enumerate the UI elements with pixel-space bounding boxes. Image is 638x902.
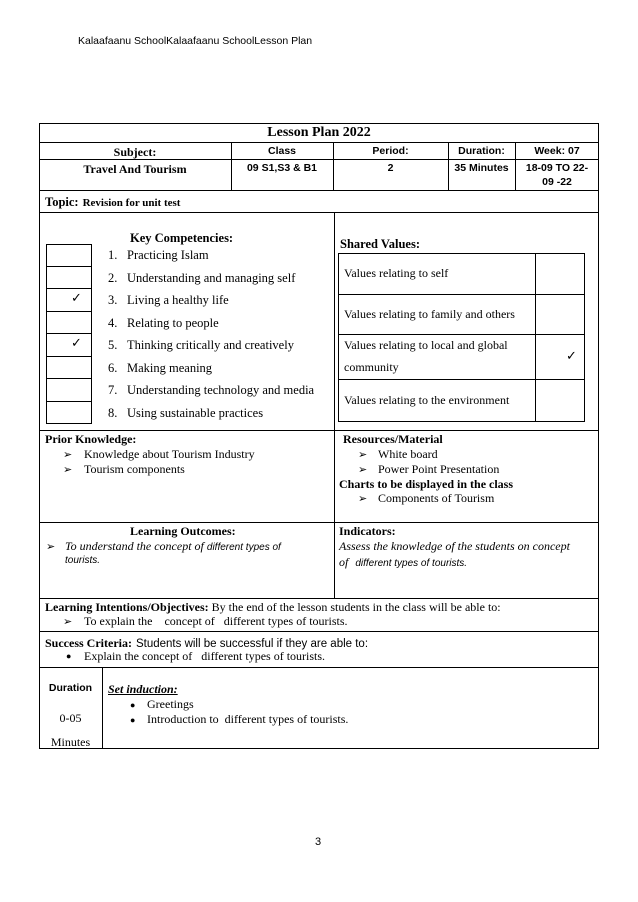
charts-heading: Charts to be displayed in the class	[339, 477, 514, 491]
shared-value-checkbox	[535, 335, 585, 380]
bullet-icon: ●	[130, 715, 136, 725]
indicators-heading: Indicators:	[339, 524, 396, 538]
competency-item: Thinking critically and creatively	[127, 338, 294, 352]
shared-value-label: Values relating to local and global	[344, 338, 508, 352]
success-text: Students will be successful if they are able to:	[135, 638, 369, 650]
intentions-line	[45, 600, 501, 615]
shared-value-checkbox	[535, 253, 585, 295]
checkmark-icon: ✓	[71, 291, 82, 306]
subject-header: Subject:	[113, 145, 157, 159]
shared-value-label: Values relating to self	[344, 266, 449, 280]
arrow-bullet-icon: ➢	[63, 464, 73, 476]
competency-checkbox	[46, 402, 92, 425]
competency-item: Living a healthy life	[127, 293, 229, 307]
learning-outcomes-heading: Learning Outcomes:	[130, 524, 236, 538]
topic-value: Revision for unit test	[82, 197, 181, 209]
duration-unit: Minutes	[50, 735, 91, 749]
competency-item: Practicing Islam	[127, 248, 209, 262]
arrow-bullet-icon: ➢	[46, 541, 56, 553]
competency-checkbox	[46, 244, 92, 267]
running-header: Kalaafaanu SchoolKalaafaanu SchoolLesson Plan	[78, 35, 313, 47]
duration-value: 0-05	[59, 711, 82, 725]
learning-outcome-text-cont: tourists.	[65, 555, 101, 566]
prior-knowledge-heading: Prior Knowledge:	[45, 432, 137, 446]
competency-checkbox	[46, 312, 92, 335]
shared-value-label: Values relating to the environment	[344, 393, 510, 407]
bullet-icon: ●	[66, 651, 72, 661]
learning-outcome-text	[65, 539, 330, 554]
week-header: Week: 07	[534, 145, 580, 157]
checkmark-icon: ✓	[71, 336, 82, 351]
page-number: 3	[315, 836, 322, 848]
competency-item: Using sustainable practices	[127, 405, 264, 420]
competency-checkbox	[46, 267, 92, 290]
competency-item: Relating to people	[127, 315, 219, 330]
shared-value-checkbox	[535, 380, 585, 422]
competency-number: 2.	[108, 270, 118, 285]
duration-header: Duration:	[458, 145, 505, 157]
week-value-line2: 09 -22	[542, 176, 572, 188]
bullet-icon: ●	[130, 700, 136, 710]
arrow-bullet-icon: ➢	[358, 493, 368, 505]
arrow-bullet-icon: ➢	[63, 449, 73, 461]
plan-title: Lesson Plan 2022	[267, 125, 371, 140]
shared-value-label-cont: community	[344, 360, 399, 374]
shared-values-heading: Shared Values:	[340, 237, 421, 251]
topic-label: Topic:	[45, 195, 79, 209]
competencies-heading: Key Competencies:	[130, 231, 234, 245]
intentions-text: By the end of the lesson students in the class will be able to:	[211, 600, 501, 614]
competency-number: 8.	[108, 405, 118, 420]
competency-checkbox	[46, 379, 92, 402]
induction-item: Introduction to different types of tourists.	[147, 712, 349, 726]
competency-number: 1.	[108, 248, 118, 262]
set-induction-heading: Set induction:	[108, 682, 178, 696]
week-value-line1: 18-09 TO 22-	[525, 162, 589, 174]
duration-label: Duration	[48, 682, 93, 694]
intentions-label: Learning Intentions/Objectives:	[45, 600, 209, 614]
class-value: 09 S1,S3 & B1	[246, 162, 318, 174]
competency-item: Understanding technology and media	[127, 383, 315, 397]
prior-knowledge-item: Tourism components	[84, 462, 185, 476]
arrow-bullet-icon: ➢	[63, 616, 73, 628]
duration-value: 35 Minutes	[454, 162, 509, 174]
indicators-part: different types of tourists.	[355, 558, 468, 569]
shared-value-label: Values relating to family and others	[344, 307, 515, 321]
competency-number: 6.	[108, 360, 118, 375]
shared-value-checkbox	[535, 295, 585, 335]
success-item: Explain the concept of different types of tourists.	[84, 649, 326, 663]
indicators-text: Assess the knowledge of the students on concept	[339, 539, 570, 553]
class-header: Class	[267, 145, 297, 157]
resources-heading: Resources/Material	[343, 432, 443, 446]
learning-outcome-part: different types of	[206, 542, 281, 553]
competency-checkbox	[46, 289, 92, 312]
learning-outcome-part: To understand the concept of	[65, 539, 204, 553]
competency-number: 4.	[108, 315, 118, 330]
arrow-bullet-icon: ➢	[358, 464, 368, 476]
period-value: 2	[387, 162, 394, 174]
induction-item: Greetings	[147, 697, 194, 711]
topic-row	[45, 193, 180, 211]
resource-item: White board	[378, 447, 438, 461]
resource-item: Power Point Presentation	[378, 462, 500, 476]
competency-checkbox	[46, 357, 92, 380]
prior-knowledge-item: Knowledge about Tourism Industry	[84, 447, 255, 461]
intentions-item: To explain the concept of different types of tourists.	[84, 614, 348, 628]
arrow-bullet-icon: ➢	[358, 449, 368, 461]
competency-number: 3.	[108, 293, 118, 307]
indicators-part: of	[339, 555, 349, 569]
checkmark-icon: ✓	[566, 349, 577, 364]
competency-number: 5.	[108, 338, 118, 352]
chart-item: Components of Tourism	[378, 491, 495, 505]
competency-number: 7.	[108, 383, 118, 397]
competency-item: Making meaning	[127, 360, 213, 375]
indicators-text-cont	[339, 555, 467, 570]
competency-checkbox	[46, 334, 92, 357]
competency-item: Understanding and managing self	[127, 270, 296, 285]
period-header: Period:	[372, 145, 409, 157]
subject-value: Travel And Tourism	[83, 162, 187, 176]
success-label: Success Criteria:	[45, 636, 132, 650]
